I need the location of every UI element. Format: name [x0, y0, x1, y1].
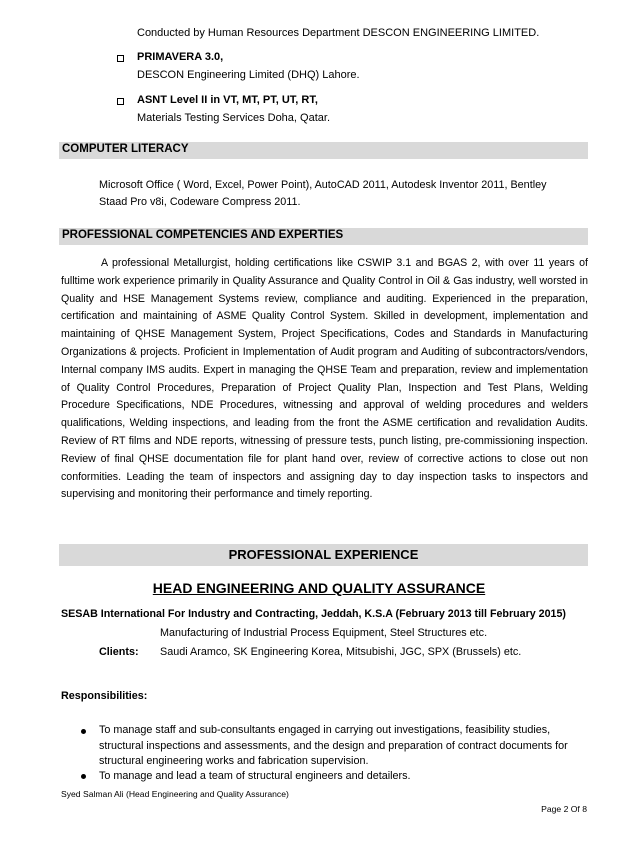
cert-detail: Materials Testing Services Doha, Qatar. [137, 112, 330, 124]
section-heading: PROFESSIONAL EXPERIENCE [228, 547, 419, 562]
footer-author: Syed Salman Ali (Head Engineering and Quality Assurance) [61, 789, 289, 799]
clients-value: Saudi Aramco, SK Engineering Korea, Mitsubishi, JGC, SPX (Brussels) etc. [160, 646, 522, 658]
responsibilities-label: Responsibilities: [61, 690, 148, 702]
clients-label: Clients: [99, 646, 139, 658]
bullet-dot-icon [81, 729, 86, 734]
square-bullet-icon [117, 98, 124, 105]
cert-title: PRIMAVERA 3.0, [137, 51, 224, 63]
software-line: Microsoft Office ( Word, Excel, Power Point), AutoCAD 2011, Autodesk Inventor 2011, Bentley [99, 179, 547, 191]
footer-page-number: Page 2 Of 8 [541, 804, 587, 814]
competencies-paragraph [61, 255, 588, 504]
bullet-dot-icon [81, 774, 86, 779]
business-line: Manufacturing of Industrial Process Equipment, Steel Structures etc. [160, 627, 488, 639]
cert-detail: DESCON Engineering Limited (DHQ) Lahore. [137, 69, 360, 81]
competencies-text: A professional Metallurgist, holding certifications like CSWIP 3.1 and BGAS 2, with over 11 years of fulltime work experience primarily in Quality Assurance and Quality Control in Oil & Gas industry, well worsted in Quality and HSE Management Systems review, compliance and auditing. Experienced in the preparation, certification and maintaining of ASME Quality Control System. Skilled in development, implementation and maintaining of QHSE Management System, Project Specifications, Codes and Standards in Manufacturing Organizations & projects. Proficient in Implementation of Audit program and Auditing of subcontractors/vendors, Internal company IMS audits. Expert in managing the QHSE Team and preparation, review and implementation of Quality Control Procedures, Preparation of Project Quality Plan, Inspection and Test Plans, Welding Procedure Specifications, NDE Procedures, witnessing and approval of welding procedures and welders qualifications, Welding inspections, and leading from the front the ASME certification and revalidation Audits. Review of RT films and NDE reports, witnessing of pressure tests, punch listing, pre-commissioning inspection. Review of final QHSE documentation file for plant hand over, review of corrective actions to close out non conformities. Leading the team of inspectors and assigning day to day inspection tasks to inspectors and supervising and monitoring their performance and timely reporting. [61, 257, 588, 501]
section-bar-experience [59, 544, 588, 566]
employer-line: SESAB International For Industry and Contracting, Jeddah, K.S.A (February 2013 till February 2015) [61, 608, 566, 620]
section-heading: COMPUTER LITERACY [62, 143, 189, 155]
software-line: Staad Pro v8i, Codeware Compress 2011. [99, 196, 301, 208]
role-title: HEAD ENGINEERING AND QUALITY ASSURANCE [152, 580, 486, 596]
cert-conducted-line: Conducted by Human Resources Department DESCON ENGINEERING LIMITED. [137, 27, 540, 39]
section-heading: PROFESSIONAL COMPETENCIES AND EXPERTIES [62, 229, 344, 241]
cert-title: ASNT Level II in VT, MT, PT, UT, RT, [137, 94, 318, 106]
section-bar-competencies [59, 228, 588, 245]
square-bullet-icon [117, 55, 124, 62]
section-bar-computer-literacy [59, 142, 588, 159]
responsibility-item: To manage staff and sub-consultants engaged in carrying out investigations, feasibility studies, structural inspections and assessments, and the design and preparation of contract documents for structural engineering works and fabrication supervision. [99, 724, 568, 767]
responsibility-item: To manage and lead a team of structural engineers and detailers. [99, 770, 411, 782]
